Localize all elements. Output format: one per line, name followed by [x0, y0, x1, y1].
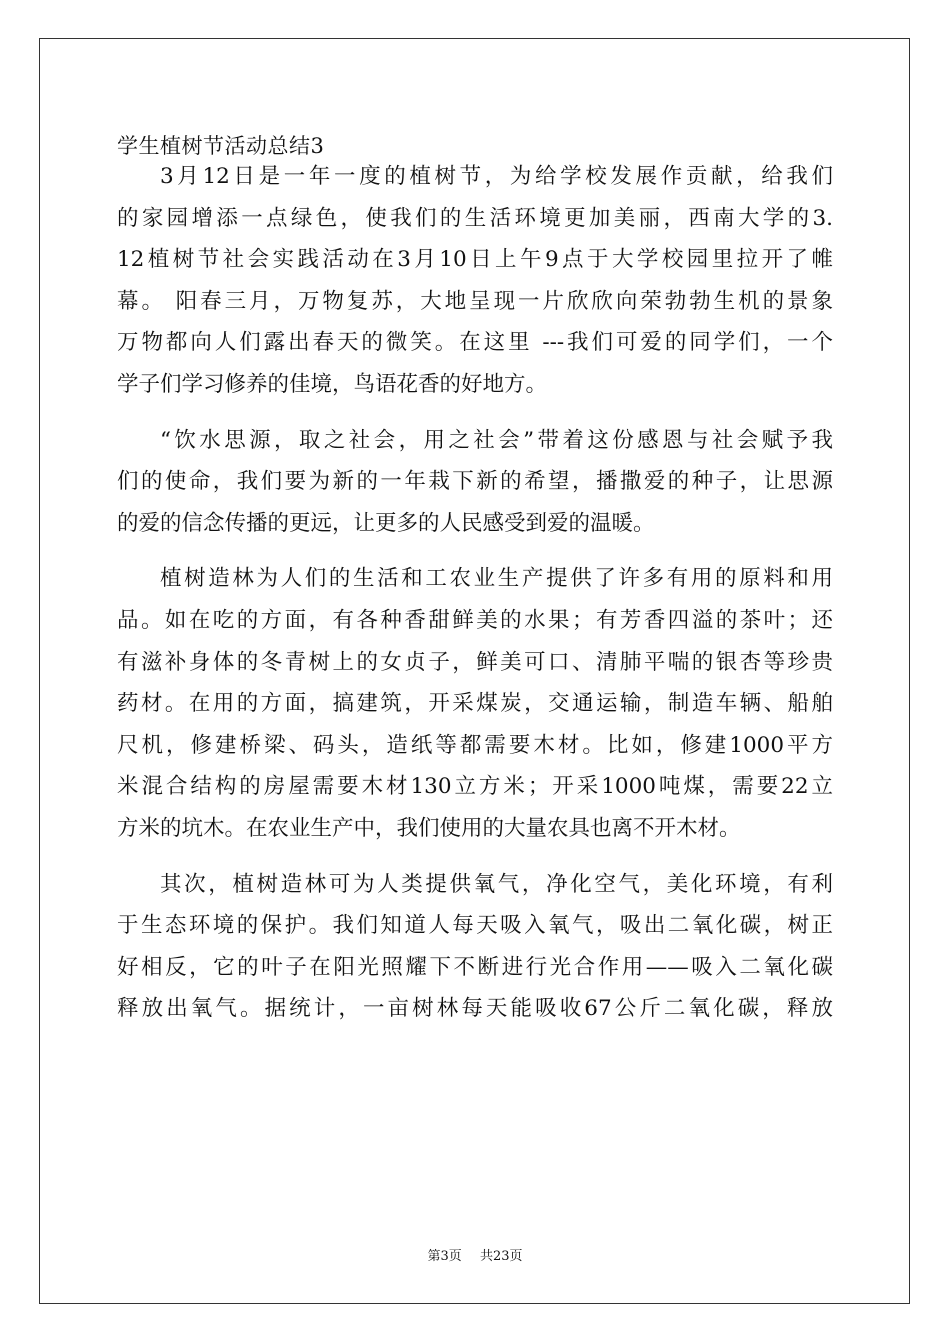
paragraph	[117, 864, 833, 1030]
text-line: 的爱的信念传播的更远，让更多的人民感受到爱的温暖。	[117, 510, 655, 536]
document-title: 学生植树节活动总结3	[117, 134, 325, 158]
text-line: 米混合结构的房屋需要木材130立方米；开采1000吨煤，需要22立	[117, 774, 833, 800]
text-line: “饮水思源，取之社会，用之社会”带着这份感恩与社会赋予我	[160, 427, 833, 453]
text-line: 植树造林为人们的生活和工农业生产提供了许多有用的原料和用	[160, 566, 833, 592]
text-line: 学子们学习修养的佳境，鸟语花香的好地方。	[117, 371, 548, 397]
text-line: 万物都向人们露出春天的微笑。在这里 ---我们可爱的同学们，一个	[117, 330, 833, 356]
text-line: 好相反，它的叶子在阳光照耀下不断进行光合作用——吸入二氧化碳	[117, 954, 833, 980]
text-line: 品。如在吃的方面，有各种香甜鲜美的水果；有芳香四溢的茶叶；还	[117, 607, 833, 633]
text-line: 释放出氧气。据统计，一亩树林每天能吸收67公斤二氧化碳，释放	[117, 996, 833, 1022]
text-line: 幕。 阳春三月，万物复苏，大地呈现一片欣欣向荣勃勃生机的景象	[117, 288, 833, 314]
text-line: 尺机，修建桥梁、码头，造纸等都需要木材。比如，修建1000平方	[117, 732, 833, 758]
page-footer	[0, 1248, 950, 1266]
paragraph	[117, 558, 833, 849]
text-line: 其次，植树造林可为人类提供氧气，净化空气，美化环境，有利	[160, 871, 833, 897]
text-line: 们的使命，我们要为新的一年栽下新的希望，播撒爱的种子，让思源	[117, 469, 833, 495]
page-number: 第3页	[427, 1249, 462, 1264]
text-line: 的家园增添一点绿色，使我们的生活环境更加美丽，西南大学的3.	[117, 205, 833, 231]
page-total: 共23页	[479, 1249, 523, 1264]
text-line: 3月12日是一年一度的植树节，为给学校发展作贡献，给我们	[160, 164, 833, 189]
paragraph	[117, 420, 833, 545]
text-line: 有滋补身体的冬青树上的女贞子，鲜美可口、清肺平喘的银杏等珍贵	[117, 649, 833, 675]
paragraph	[117, 156, 833, 406]
text-line: 12植树节社会实践活动在3月10日上午9点于大学校园里拉开了帷	[117, 247, 833, 273]
text-line: 于生态环境的保护。我们知道人每天吸入氧气，吸出二氧化碳，树正	[117, 913, 833, 939]
text-line: 药材。在用的方面，搞建筑，开采煤炭，交通运输，制造车辆、船舶	[117, 691, 833, 717]
text-line: 方米的坑木。在农业生产中，我们使用的大量农具也离不开木材。	[117, 815, 741, 841]
document-body	[117, 156, 833, 1044]
